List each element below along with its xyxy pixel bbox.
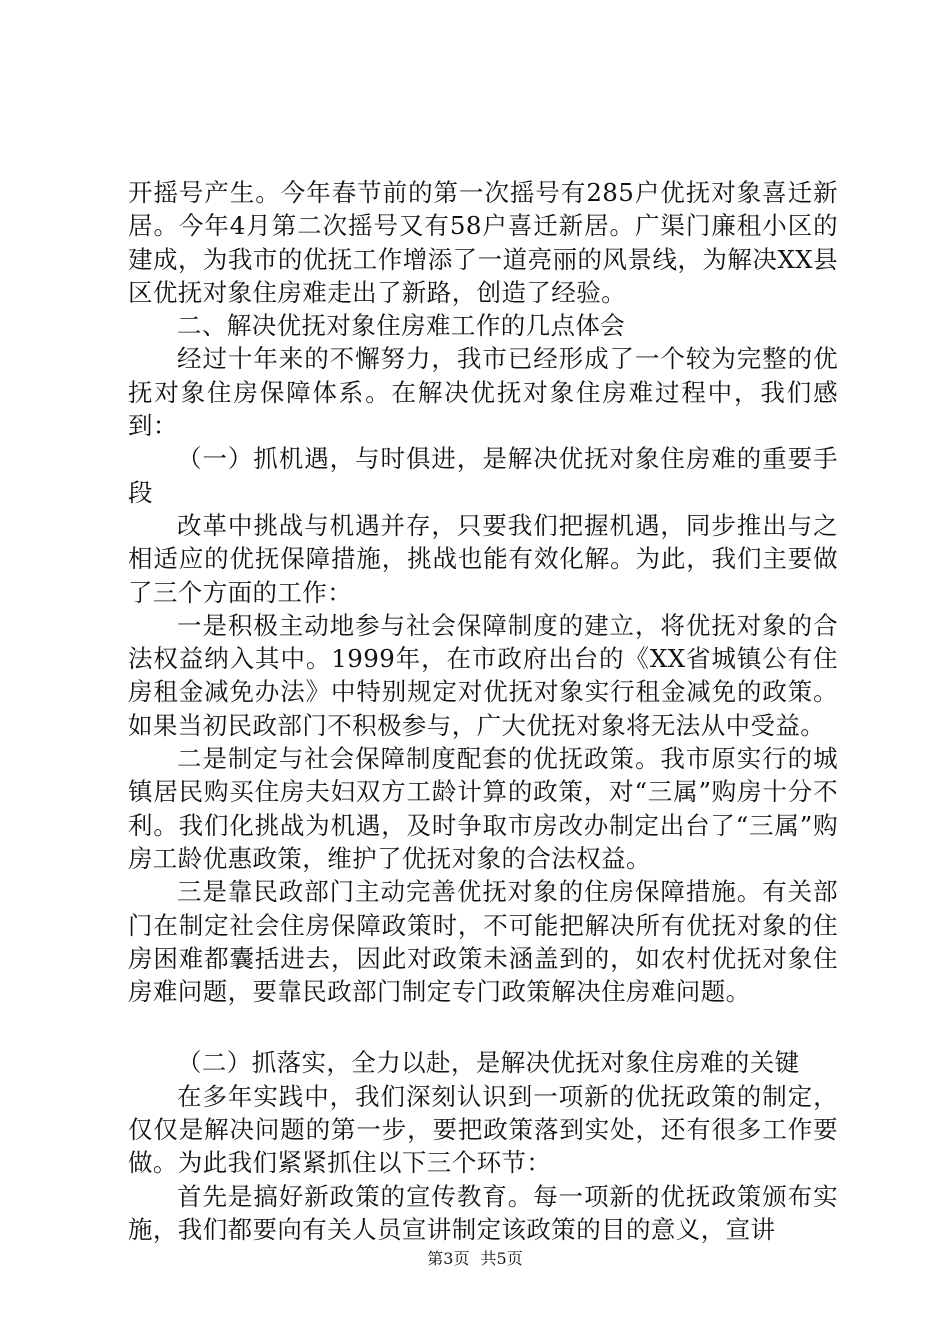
paragraph-intro: 经过十年来的不懈努力，我市已经形成了一个较为完整的优抚对象住房保障体系。在解决优抚对象住房难过程中，我们感到：	[128, 344, 838, 441]
paragraph-continuation: 开摇号产生。今年春节前的第一次摇号有285户优抚对象喜迁新居。今年4月第二次摇号又有58户喜迁新居。广渠门廉租小区的建成，为我市的优抚工作增添了一道亮丽的风景线，为解决XX县区优抚对象住房难走出了新路，创造了经验。	[128, 178, 838, 307]
page-number: 第3页	[427, 1249, 470, 1268]
subsection-heading-2: （二）抓落实，全力以赴，是解决优抚对象住房难的关键	[177, 1048, 800, 1078]
subsection-heading-1: （一）抓机遇，与时俱进，是解决优抚对象住房难的重要手段	[128, 444, 838, 507]
paragraph-point-three: 三是靠民政部门主动完善优抚对象的住房保障措施。有关部门在制定社会住房保障政策时，不可能把解决所有优抚对象的住房困难都囊括进去，因此对政策未涵盖到的，如农村优抚对象住房难问题，要靠民政部门制定专门政策解决住房难问题。	[128, 877, 838, 1007]
page-total: 共5页	[480, 1249, 523, 1268]
paragraph-first-step: 首先是搞好新政策的宣传教育。每一项新的优抚政策颁布实施，我们都要向有关人员宣讲制定该政策的目的意义，宣讲	[128, 1181, 838, 1244]
page-footer	[0, 1246, 950, 1269]
paragraph-point-one: 一是积极主动地参与社会保障制度的建立，将优抚对象的合法权益纳入其中。1999年，在市政府出台的《XX省城镇公有住房租金减免办法》中特别规定对优抚对象实行租金减免的政策。如果当初民政部门不积极参与，广大优抚对象将无法从中受益。	[128, 610, 838, 740]
paragraph-practice: 在多年实践中，我们深刻认识到一项新的优抚政策的制定，仅仅是解决问题的第一步，要把政策落到实处，还有很多工作要做。为此我们紧紧抓住以下三个环节：	[128, 1081, 838, 1178]
section-heading-2: 二、解决优抚对象住房难工作的几点体会	[177, 311, 626, 341]
paragraph-challenges: 改革中挑战与机遇并存，只要我们把握机遇，同步推出与之相适应的优抚保障措施，挑战也能有效化解。为此，我们主要做了三个方面的工作：	[128, 510, 838, 607]
paragraph-point-two: 二是制定与社会保障制度配套的优抚政策。我市原实行的城镇居民购买住房夫妇双方工龄计算的政策，对“三属”购房十分不利。我们化挑战为机遇，及时争取市房改办制定出台了“三属”购房工龄优惠政策，维护了优抚对象的合法权益。	[128, 744, 838, 873]
document-body	[128, 176, 838, 1246]
